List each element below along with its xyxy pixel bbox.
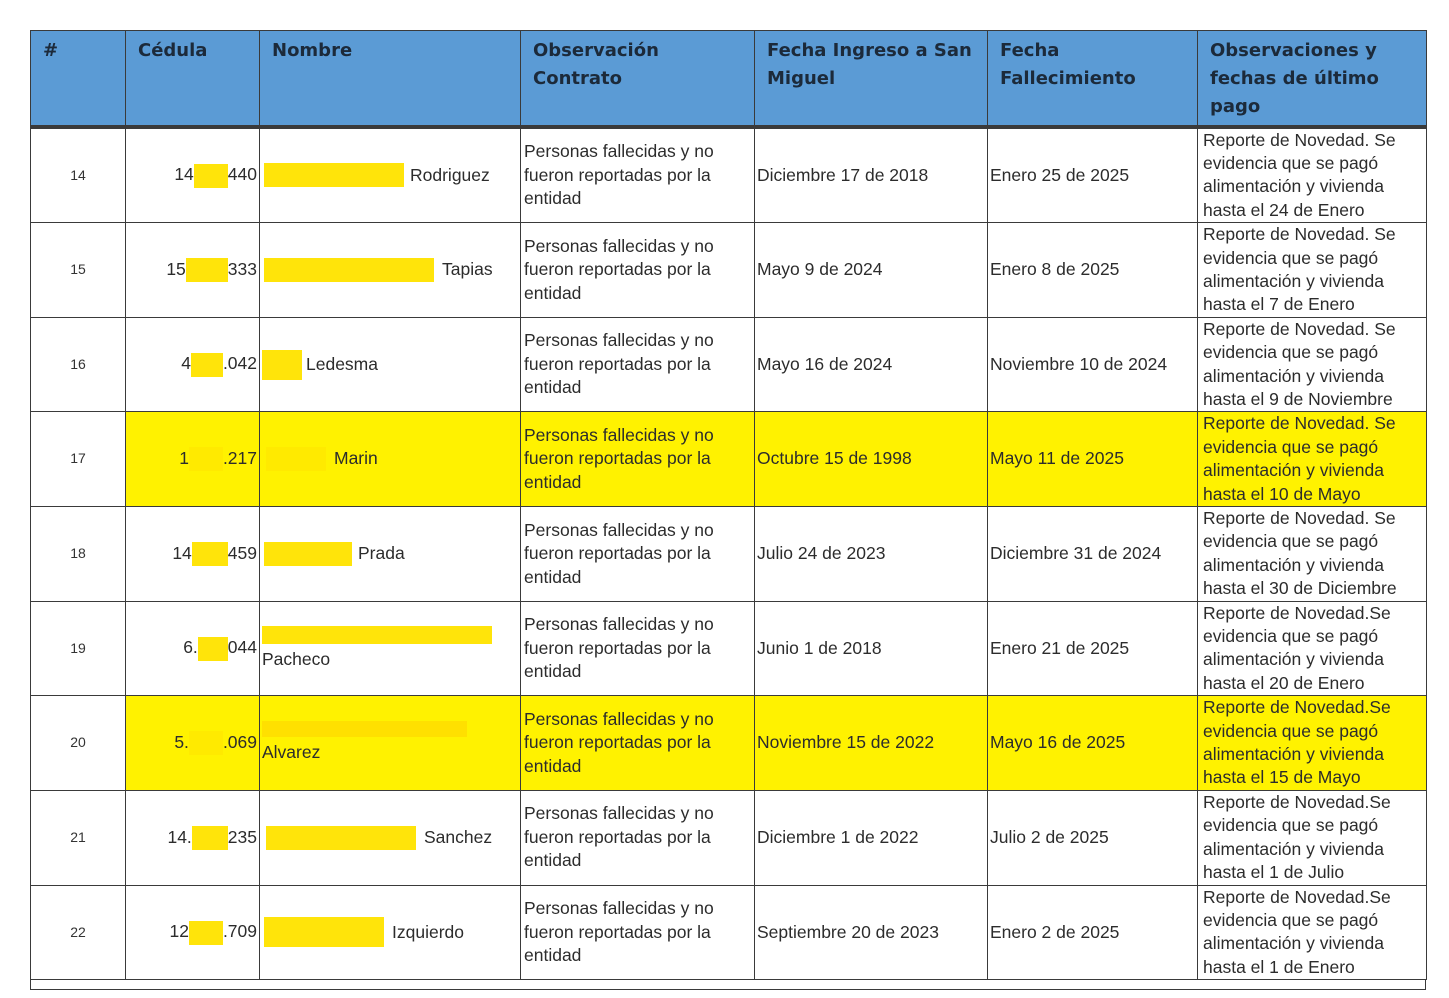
cedula-cell <box>126 885 260 980</box>
row-number: 22 <box>31 885 126 980</box>
header-fecha-fallecimiento: Fecha Fallecimiento <box>988 31 1198 127</box>
cedula-cell <box>126 127 260 223</box>
fecha-ingreso-cell: Julio 24 de 2023 <box>755 507 988 602</box>
table-header-row <box>31 31 1427 127</box>
fecha-ingreso-cell: Junio 1 de 2018 <box>755 601 988 696</box>
header-fecha-ingreso: Fecha Ingreso a San Miguel <box>755 31 988 127</box>
ultimo-pago-cell: Reporte de Novedad.Se evidencia que se pagó alimentación y vivienda hasta el 1 de Enero <box>1198 885 1427 980</box>
surname: Pacheco <box>262 648 331 669</box>
nombre-cell <box>260 601 521 696</box>
fecha-ingreso-cell: Noviembre 15 de 2022 <box>755 696 988 791</box>
cedula-prefix: 1 <box>179 448 189 468</box>
surname: Izquierdo <box>392 921 464 942</box>
header-num: # <box>31 31 126 127</box>
table-row-highlighted <box>31 412 1427 507</box>
fecha-ingreso-cell: Octubre 15 de 1998 <box>755 412 988 507</box>
redaction-mark <box>264 917 384 947</box>
observacion-cell: Personas fallecidas y no fueron reportadas por la entidad <box>521 885 755 980</box>
nombre-cell <box>260 885 521 980</box>
cedula-prefix: 5. <box>174 731 189 752</box>
table-row <box>31 790 1427 885</box>
ultimo-pago-cell: Reporte de Novedad. Se evidencia que se pagó alimentación y vivienda hasta el 7 de Enero <box>1198 223 1427 318</box>
surname: Ledesma <box>306 353 378 374</box>
observacion-cell: Personas fallecidas y no fueron reportadas por la entidad <box>521 223 755 318</box>
surname: Prada <box>358 543 405 564</box>
redaction-mark <box>189 921 223 945</box>
surname: Marin <box>334 448 378 469</box>
cedula-cell <box>126 790 260 885</box>
redaction-mark <box>262 721 467 737</box>
redaction-mark <box>266 447 326 471</box>
cedula-suffix: .042 <box>222 353 257 374</box>
observacion-cell: Personas fallecidas y no fueron reportadas por la entidad <box>521 127 755 223</box>
row-number: 16 <box>31 317 126 412</box>
observacion-cell: Personas fallecidas y no fueron reportadas por la entidad <box>521 412 755 507</box>
nombre-cell <box>260 696 521 791</box>
cedula-prefix: 14 <box>172 542 192 563</box>
ultimo-pago-cell: Reporte de Novedad. Se evidencia que se pagó alimentación y vivienda hasta el 10 de Mayo <box>1198 412 1427 507</box>
redaction-mark <box>262 626 492 644</box>
redaction-mark <box>264 258 434 282</box>
cedula-suffix: .217 <box>222 448 257 468</box>
ultimo-pago-cell: Reporte de Novedad. Se evidencia que se pagó alimentación y vivienda hasta el 9 de Noviembre <box>1198 317 1427 412</box>
fecha-fallecimiento-cell: Mayo 11 de 2025 <box>988 412 1198 507</box>
redaction-mark <box>192 542 228 566</box>
ultimo-pago-cell: Reporte de Novedad.Se evidencia que se pagó alimentación y vivienda hasta el 15 de Mayo <box>1198 696 1427 791</box>
cedula-suffix: 333 <box>227 258 257 279</box>
row-number: 15 <box>31 223 126 318</box>
nombre-cell <box>260 317 521 412</box>
fecha-fallecimiento-cell: Enero 2 de 2025 <box>988 885 1198 980</box>
row-number: 17 <box>31 412 126 507</box>
redaction-mark <box>194 164 228 188</box>
cedula-cell <box>126 317 260 412</box>
fecha-ingreso-cell: Diciembre 17 de 2018 <box>755 127 988 223</box>
fecha-fallecimiento-cell: Enero 8 de 2025 <box>988 223 1198 318</box>
cedula-prefix: 14. <box>167 826 192 847</box>
cedula-cell <box>126 223 260 318</box>
redaction-mark <box>264 163 404 187</box>
fecha-fallecimiento-cell: Mayo 16 de 2025 <box>988 696 1198 791</box>
cedula-cell <box>126 412 260 507</box>
cedula-prefix: 14 <box>174 164 194 185</box>
ultimo-pago-cell: Reporte de Novedad.Se evidencia que se pagó alimentación y vivienda hasta el 1 de Julio <box>1198 790 1427 885</box>
surname: Rodriguez <box>410 164 490 185</box>
ultimo-pago-cell: Reporte de Novedad.Se evidencia que se pagó alimentación y vivienda hasta el 20 de Enero <box>1198 601 1427 696</box>
redaction-mark <box>262 350 302 380</box>
redaction-mark <box>266 826 416 850</box>
redaction-mark <box>191 353 223 377</box>
surname: Tapias <box>442 259 493 280</box>
cedula-suffix: 440 <box>227 164 257 185</box>
observacion-cell: Personas fallecidas y no fueron reportadas por la entidad <box>521 317 755 412</box>
redaction-mark <box>192 826 228 850</box>
table-row <box>31 127 1427 223</box>
table-row <box>31 223 1427 318</box>
cedula-prefix: 12 <box>169 921 189 942</box>
ultimo-pago-cell: Reporte de Novedad. Se evidencia que se pagó alimentación y vivienda hasta el 24 de Enero <box>1198 127 1427 223</box>
redaction-mark <box>186 258 228 282</box>
nombre-cell <box>260 412 521 507</box>
cedula-suffix: 235 <box>227 826 257 847</box>
redaction-mark <box>198 637 228 661</box>
fecha-fallecimiento-cell: Enero 21 de 2025 <box>988 601 1198 696</box>
row-number: 14 <box>31 127 126 223</box>
fecha-fallecimiento-cell: Noviembre 10 de 2024 <box>988 317 1198 412</box>
cedula-cell <box>126 601 260 696</box>
header-nombre: Nombre <box>260 31 521 127</box>
table-row <box>31 317 1427 412</box>
header-observacion-contrato: Observación Contrato <box>521 31 755 127</box>
cedula-prefix: 4 <box>181 353 191 374</box>
nombre-cell <box>260 790 521 885</box>
row-number: 21 <box>31 790 126 885</box>
redaction-mark <box>189 447 223 471</box>
row-number: 18 <box>31 507 126 602</box>
cedula-suffix: 459 <box>227 542 257 563</box>
cedula-suffix: .709 <box>222 921 257 942</box>
fecha-fallecimiento-cell: Julio 2 de 2025 <box>988 790 1198 885</box>
cedula-prefix: 15 <box>166 258 186 279</box>
observacion-cell: Personas fallecidas y no fueron reportadas por la entidad <box>521 601 755 696</box>
cedula-suffix: .069 <box>222 731 257 752</box>
fecha-ingreso-cell: Mayo 9 de 2024 <box>755 223 988 318</box>
ultimo-pago-cell: Reporte de Novedad. Se evidencia que se pagó alimentación y vivienda hasta el 30 de Diciembre <box>1198 507 1427 602</box>
table-row <box>31 507 1427 602</box>
observacion-cell: Personas fallecidas y no fueron reportadas por la entidad <box>521 507 755 602</box>
redaction-mark <box>264 542 352 566</box>
nombre-cell <box>260 507 521 602</box>
observacion-cell: Personas fallecidas y no fueron reportadas por la entidad <box>521 790 755 885</box>
fecha-fallecimiento-cell: Diciembre 31 de 2024 <box>988 507 1198 602</box>
table-row-highlighted <box>31 696 1427 791</box>
cedula-cell <box>126 507 260 602</box>
header-cedula: Cédula <box>126 31 260 127</box>
table-row <box>31 601 1427 696</box>
surname: Alvarez <box>262 742 321 763</box>
observacion-cell: Personas fallecidas y no fueron reportadas por la entidad <box>521 696 755 791</box>
fecha-ingreso-cell: Septiembre 20 de 2023 <box>755 885 988 980</box>
redaction-mark <box>189 731 223 755</box>
nombre-cell <box>260 127 521 223</box>
fecha-fallecimiento-cell: Enero 25 de 2025 <box>988 127 1198 223</box>
cedula-prefix: 6. <box>183 637 198 658</box>
cedula-suffix: 044 <box>227 637 257 658</box>
row-number: 19 <box>31 601 126 696</box>
fecha-ingreso-cell: Mayo 16 de 2024 <box>755 317 988 412</box>
cedula-cell <box>126 696 260 791</box>
table-bottom-border <box>30 980 1426 990</box>
table-row <box>31 885 1427 980</box>
surname: Sanchez <box>424 826 493 847</box>
deceased-report-table <box>30 30 1427 980</box>
fecha-ingreso-cell: Diciembre 1 de 2022 <box>755 790 988 885</box>
header-observaciones-pago: Observaciones y fechas de último pago <box>1198 31 1427 127</box>
row-number: 20 <box>31 696 126 791</box>
nombre-cell <box>260 223 521 318</box>
document-page <box>30 30 1426 990</box>
